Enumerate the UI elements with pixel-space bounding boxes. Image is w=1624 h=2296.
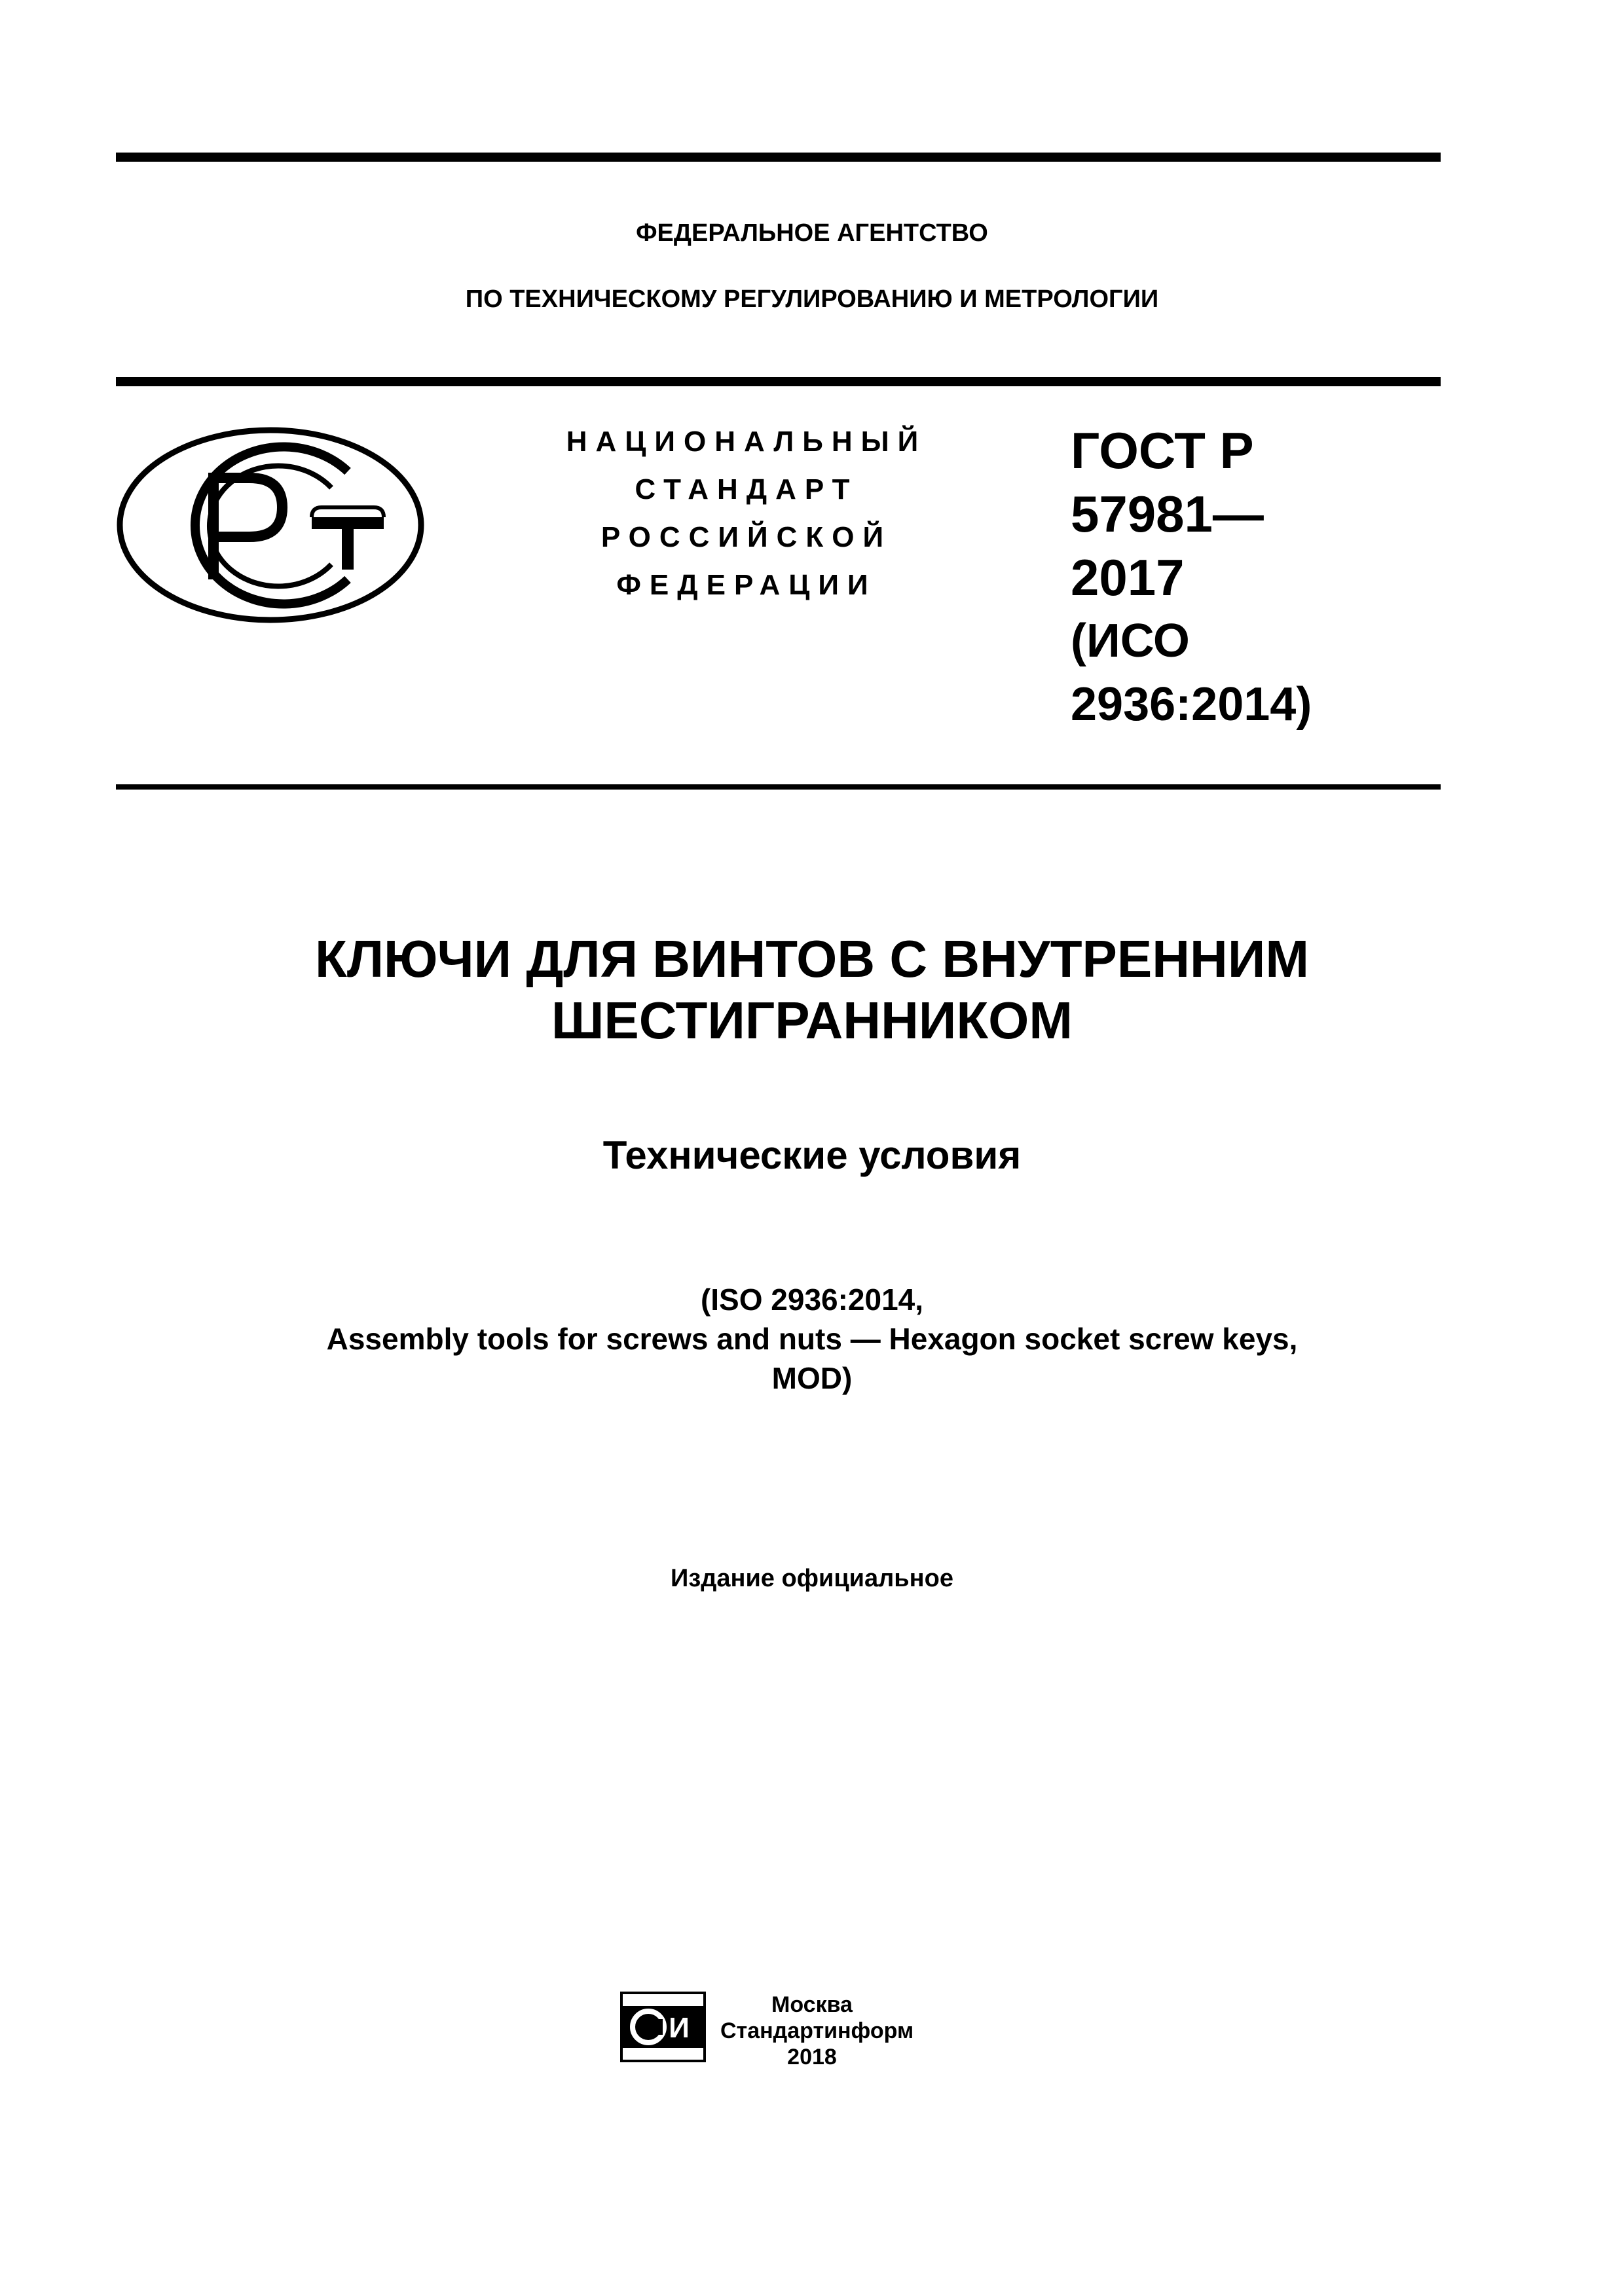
designation-line-1: ГОСТ Р bbox=[1071, 422, 1254, 479]
header-rule bbox=[116, 377, 1441, 386]
designation-line-3: 2017 bbox=[1071, 549, 1185, 606]
standard-designation bbox=[1071, 419, 1437, 737]
publisher-block bbox=[720, 1992, 914, 2070]
publisher-name: Стандартинформ bbox=[720, 2018, 914, 2043]
svg-text:И: И bbox=[669, 2012, 690, 2044]
top-rule bbox=[116, 153, 1441, 162]
rst-certification-mark-icon bbox=[115, 426, 426, 625]
document-subtitle: Технические условия bbox=[602, 1133, 1022, 1177]
iso-reference-line-1: (ISO 2936:2014, bbox=[700, 1283, 924, 1317]
title-line-2: ШЕСТИГРАННИКОМ bbox=[551, 991, 1073, 1049]
agency-line-2: ПО ТЕХНИЧЕСКОМУ РЕГУЛИРОВАНИЮ И МЕТРОЛОГИИ bbox=[465, 285, 1159, 313]
standard-type-line-3: РОССИЙСКОЙ bbox=[600, 521, 893, 553]
designation-line-2: 57981— bbox=[1071, 485, 1264, 543]
standard-type-line-2: СТАНДАРТ bbox=[635, 473, 858, 505]
document-title bbox=[0, 928, 1624, 1051]
standard-type-line-4: ФЕДЕРАЦИИ bbox=[616, 569, 877, 601]
agency-line-1: ФЕДЕРАЛЬНОЕ АГЕНТСТВО bbox=[636, 219, 988, 247]
publication-year: 2018 bbox=[787, 2045, 837, 2069]
iso-reference bbox=[0, 1280, 1624, 1398]
title-rule bbox=[116, 784, 1441, 790]
title-line-1: КЛЮЧИ ДЛЯ ВИНТОВ С ВНУТРЕННИМ bbox=[315, 930, 1309, 988]
edition-label: Издание официальное bbox=[671, 1565, 953, 1592]
publisher-city: Москва bbox=[771, 1992, 853, 2017]
designation-iso: (ИСО 2936:2014) bbox=[1071, 615, 1312, 731]
iso-reference-line-3: MOD) bbox=[771, 1361, 853, 1395]
standartinform-logo-icon bbox=[619, 1990, 707, 2064]
standard-type-line-1: НАЦИОНАЛЬНЫЙ bbox=[566, 426, 927, 458]
standard-type bbox=[511, 418, 982, 609]
iso-reference-line-2: Assembly tools for screws and nuts — Hexagon socket screw keys, bbox=[326, 1322, 1298, 1356]
